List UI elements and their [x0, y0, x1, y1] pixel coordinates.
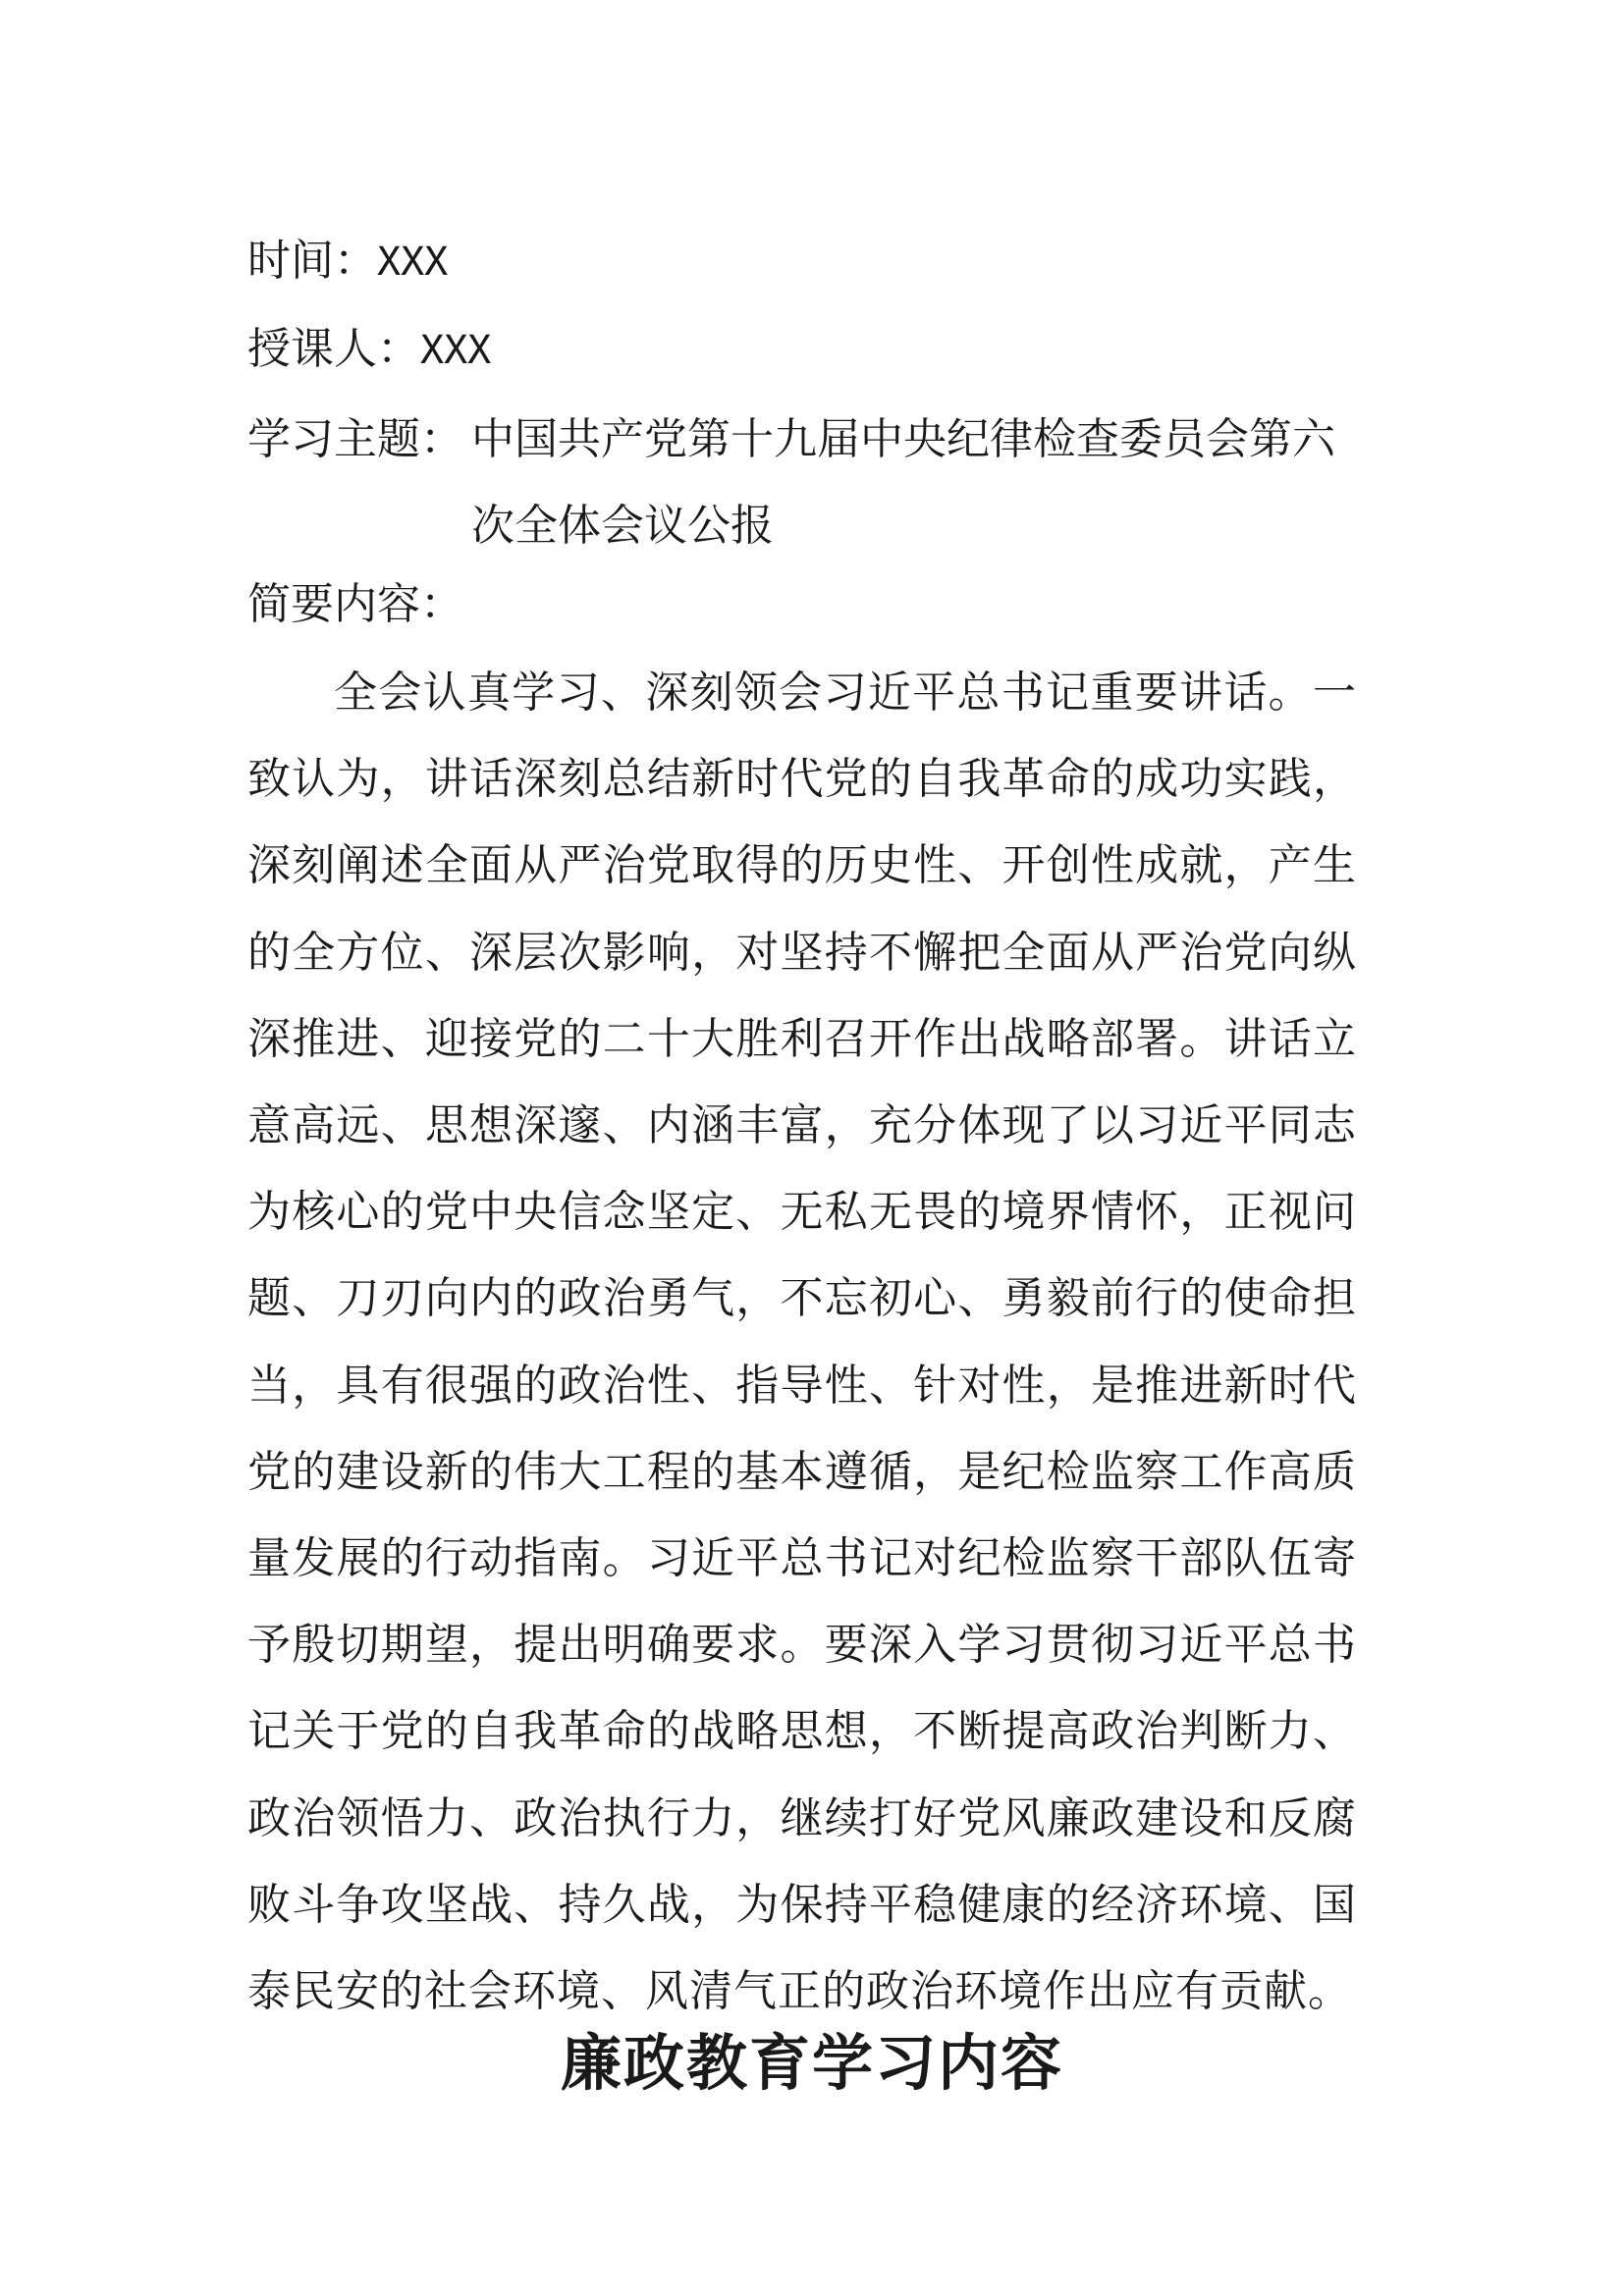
- lecturer-line: [247, 320, 491, 380]
- document-title: 廉政教育学习内容: [560, 2027, 1063, 2099]
- time-line: [247, 232, 448, 292]
- topic-value: 中国共产党第十九届中央纪律检查委员会第六次全体会议公报: [471, 414, 1335, 551]
- topic-line: [247, 397, 1357, 569]
- topic-label: 学习主题：: [247, 414, 463, 464]
- time-label: 时间：: [247, 236, 377, 286]
- lecturer-value: XXX: [420, 328, 492, 373]
- lecturer-label: 授课人：: [247, 324, 420, 374]
- summary-paragraph: 全会认真学习、深刻领会习近平总书记重要讲话。一致认为，讲话深刻总结新时代党的自我革命的成功实践，深刻阐述全面从严治党取得的历史性、开创性成就，产生的全方位、深层次影响，对坚持不懈把全面从严治党向纵深推进、迎接党的二十大胜利召开作出战略部署。讲话立意高远、思想深邃、内涵丰富，充分体现了以习近平同志为核心的党中央信念坚定、无私无畏的境界情怀，正视问题、刀刃向内的政治勇气，不忘初心、勇毅前行的使命担当，具有很强的政治性、指导性、针对性，是推进新时代党的建设新的伟大工程的基本遵循，是纪检监察工作高质量发展的行动指南。习近平总书记对纪检监察干部队伍寄予殷切期望，提出明确要求。要深入学习贯彻习近平总书记关于党的自我革命的战略思想，不断提高政治判断力、政治领悟力、政治执行力，继续打好党风廉政建设和反腐败斗争攻坚战、持久战，为保持平稳健康的经济环境、国泰民安的社会环境、风清气正的政治环境作出应有贡献。: [247, 667, 1357, 2017]
- time-value: XXX: [377, 240, 449, 285]
- summary-label: 简要内容：: [247, 579, 463, 629]
